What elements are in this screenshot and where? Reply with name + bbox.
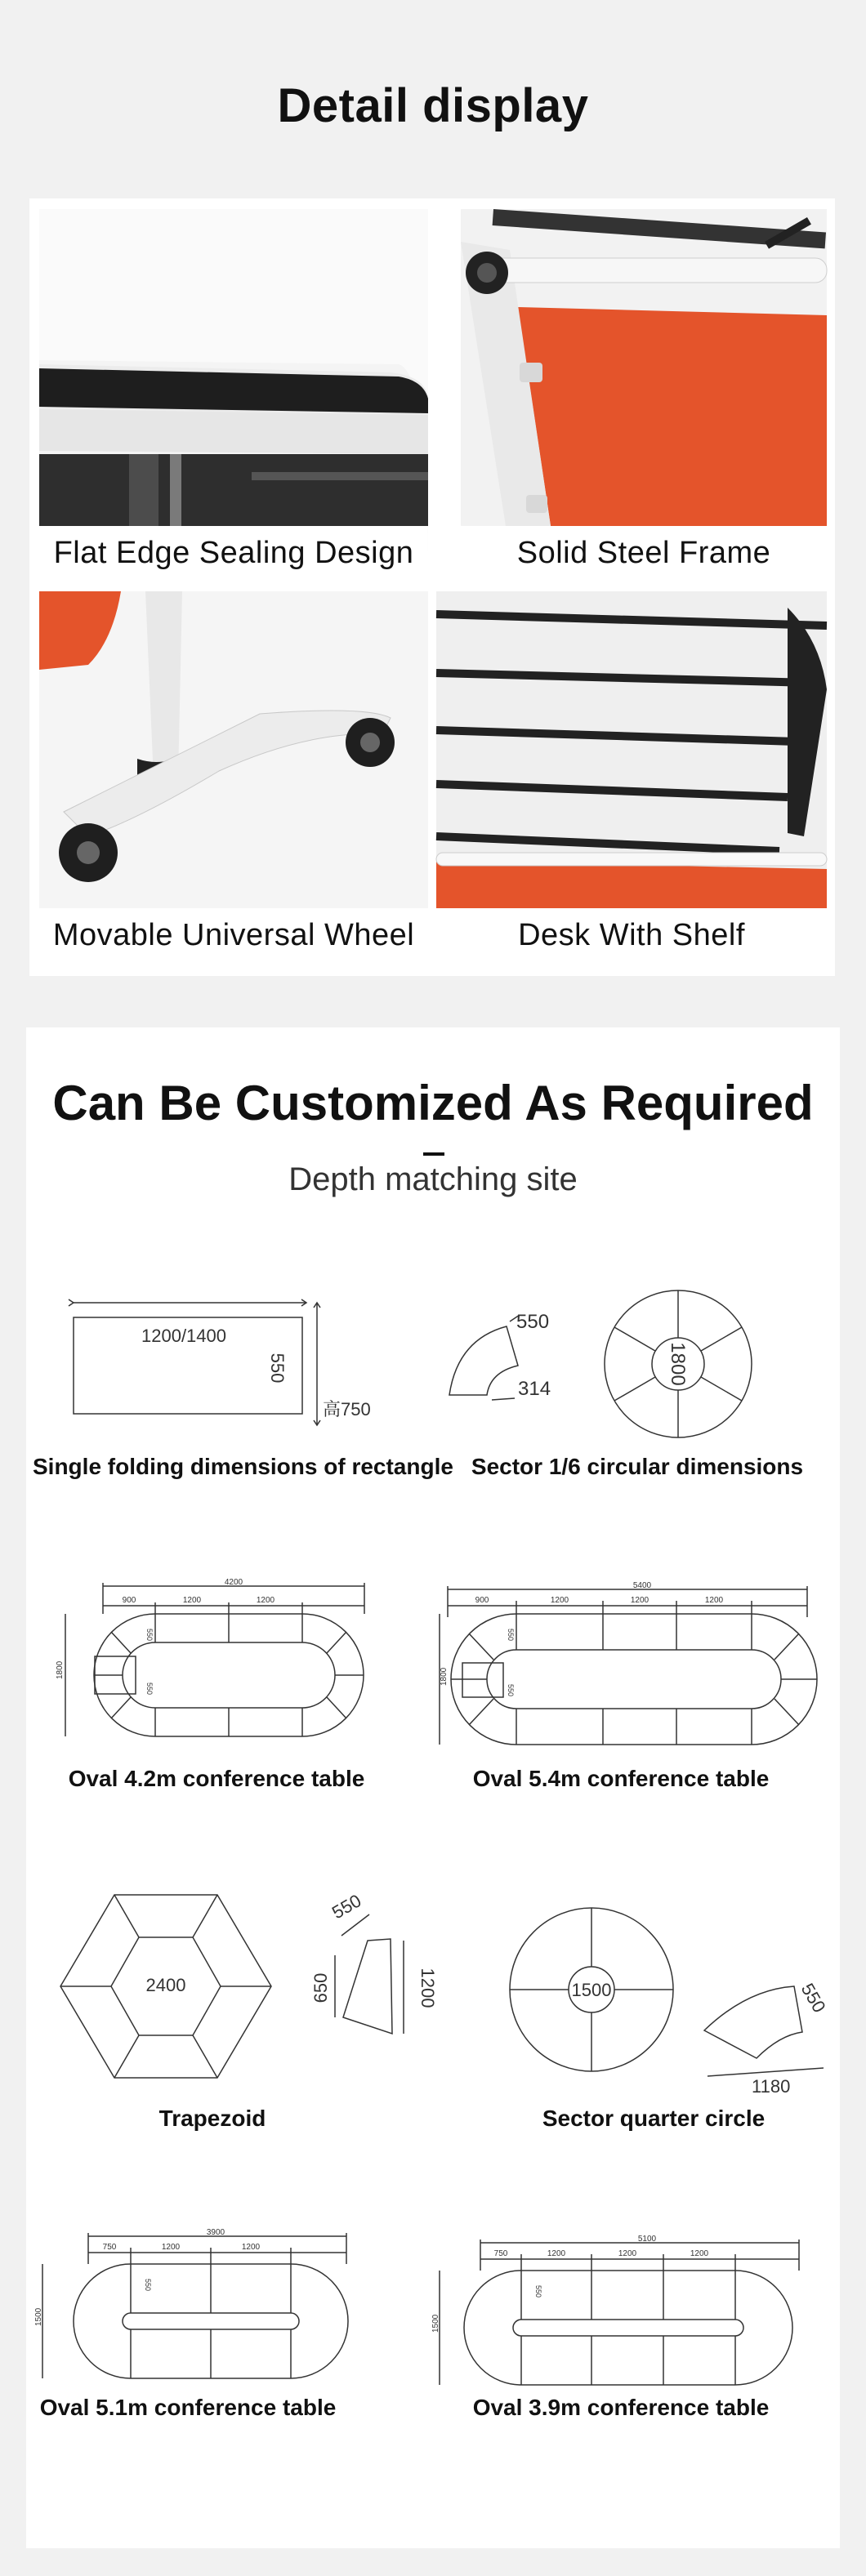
dimension-label: 1200 — [182, 1596, 202, 1605]
dimension-label: 1200 — [547, 2249, 566, 2258]
dimension-label: 550 — [507, 1629, 515, 1642]
title-divider — [423, 1152, 444, 1156]
dimension-label: 1180 — [752, 2076, 791, 2097]
dimension-label: 4200 — [224, 1578, 243, 1587]
rect-depth-label: 550 — [267, 1353, 288, 1384]
caption-sector-sixth: Sector 1/6 circular dimensions — [471, 1454, 804, 1479]
dimension-label: 1500 — [34, 2307, 43, 2326]
dimension-label: 1200 — [241, 2243, 261, 2252]
dimension-label: 750 — [493, 2249, 508, 2258]
dimension-label: 900 — [475, 1596, 489, 1605]
dimension-label: 550 — [797, 1980, 830, 2017]
customized-subtitle: Depth matching site — [288, 1161, 578, 1197]
diagram-rectangle — [57, 1295, 384, 1433]
circle-diameter-label: 1800 — [667, 1342, 689, 1386]
dimension-label: 550 — [328, 1890, 365, 1923]
dimension-label: 1200 — [161, 2243, 181, 2252]
diagram-oval-5-4 — [440, 1581, 815, 1748]
dimension-label: 1200 — [704, 1596, 724, 1605]
caption-flat-edge: Flat Edge Sealing Design — [53, 536, 414, 570]
dimension-label: 1200 — [550, 1596, 569, 1605]
dimension-label: 5400 — [632, 1581, 652, 1590]
caption-steel-frame: Solid Steel Frame — [516, 536, 771, 570]
diagram-oval-3-9 — [431, 2235, 807, 2393]
dimension-label: 900 — [122, 1596, 136, 1605]
customized-title: Can Be Customized As Required — [52, 1076, 814, 1130]
dimension-label: 1200 — [256, 1596, 275, 1605]
detail-display-title: Detail display — [277, 79, 589, 132]
photo-steel-frame — [461, 209, 827, 526]
caption-trapezoid: Trapezoid — [158, 2106, 266, 2131]
caption-rectangle: Single folding dimensions of rectangle — [33, 1454, 453, 1479]
photo-desk-shelf — [436, 591, 827, 908]
dimension-label: 750 — [102, 2243, 117, 2252]
sector-outer-label: 550 — [516, 1311, 550, 1333]
dimension-label: 550 — [145, 1682, 154, 1696]
dimension-label: 650 — [310, 1972, 331, 2003]
caption-sector-quarter: Sector quarter circle — [542, 2106, 766, 2131]
dimension-label: 550 — [144, 2279, 152, 2292]
dimension-label: 550 — [534, 2285, 542, 2298]
dimension-label: 3900 — [206, 2228, 225, 2237]
caption-universal-wheel: Movable Universal Wheel — [52, 918, 415, 952]
dimension-label: 1500 — [431, 2314, 440, 2333]
dimension-label: 2400 — [145, 1975, 186, 1995]
dimension-label: 1200 — [690, 2249, 709, 2258]
dimension-label: 550 — [145, 1629, 154, 1642]
caption-oval-5-1: Oval 5.1m conference table — [39, 2395, 337, 2420]
rect-width-label: 1200/1400 — [141, 1326, 226, 1346]
rect-height-label: 高750 — [323, 1399, 371, 1419]
photo-universal-wheel — [39, 591, 428, 908]
diagram-oval-4-2 — [54, 1578, 381, 1745]
photo-flat-edge — [39, 209, 428, 526]
dimension-label: 1800 — [440, 1667, 449, 1686]
caption-desk-shelf: Desk With Shelf — [518, 918, 745, 952]
dimension-label: 1200 — [618, 2249, 637, 2258]
sector-inner-label: 314 — [518, 1378, 551, 1400]
diagram-sector-quarter — [510, 1908, 837, 2096]
dimension-label: 1800 — [56, 1660, 65, 1679]
diagram-sector-sixth — [441, 1290, 768, 1437]
caption-oval-5-4: Oval 5.4m conference table — [472, 1766, 770, 1791]
caption-oval-3-9: Oval 3.9m conference table — [472, 2395, 770, 2420]
dimension-label: 1200 — [630, 1596, 650, 1605]
dimension-label: 1200 — [417, 1968, 438, 2008]
dimension-label: 1500 — [571, 1980, 612, 2000]
dimension-label: 5100 — [637, 2235, 657, 2244]
dimension-label: 550 — [507, 1684, 515, 1697]
caption-oval-4-2: Oval 4.2m conference table — [68, 1766, 365, 1791]
diagram-oval-5-1 — [34, 2228, 363, 2387]
diagram-trapezoid — [57, 1887, 441, 2083]
